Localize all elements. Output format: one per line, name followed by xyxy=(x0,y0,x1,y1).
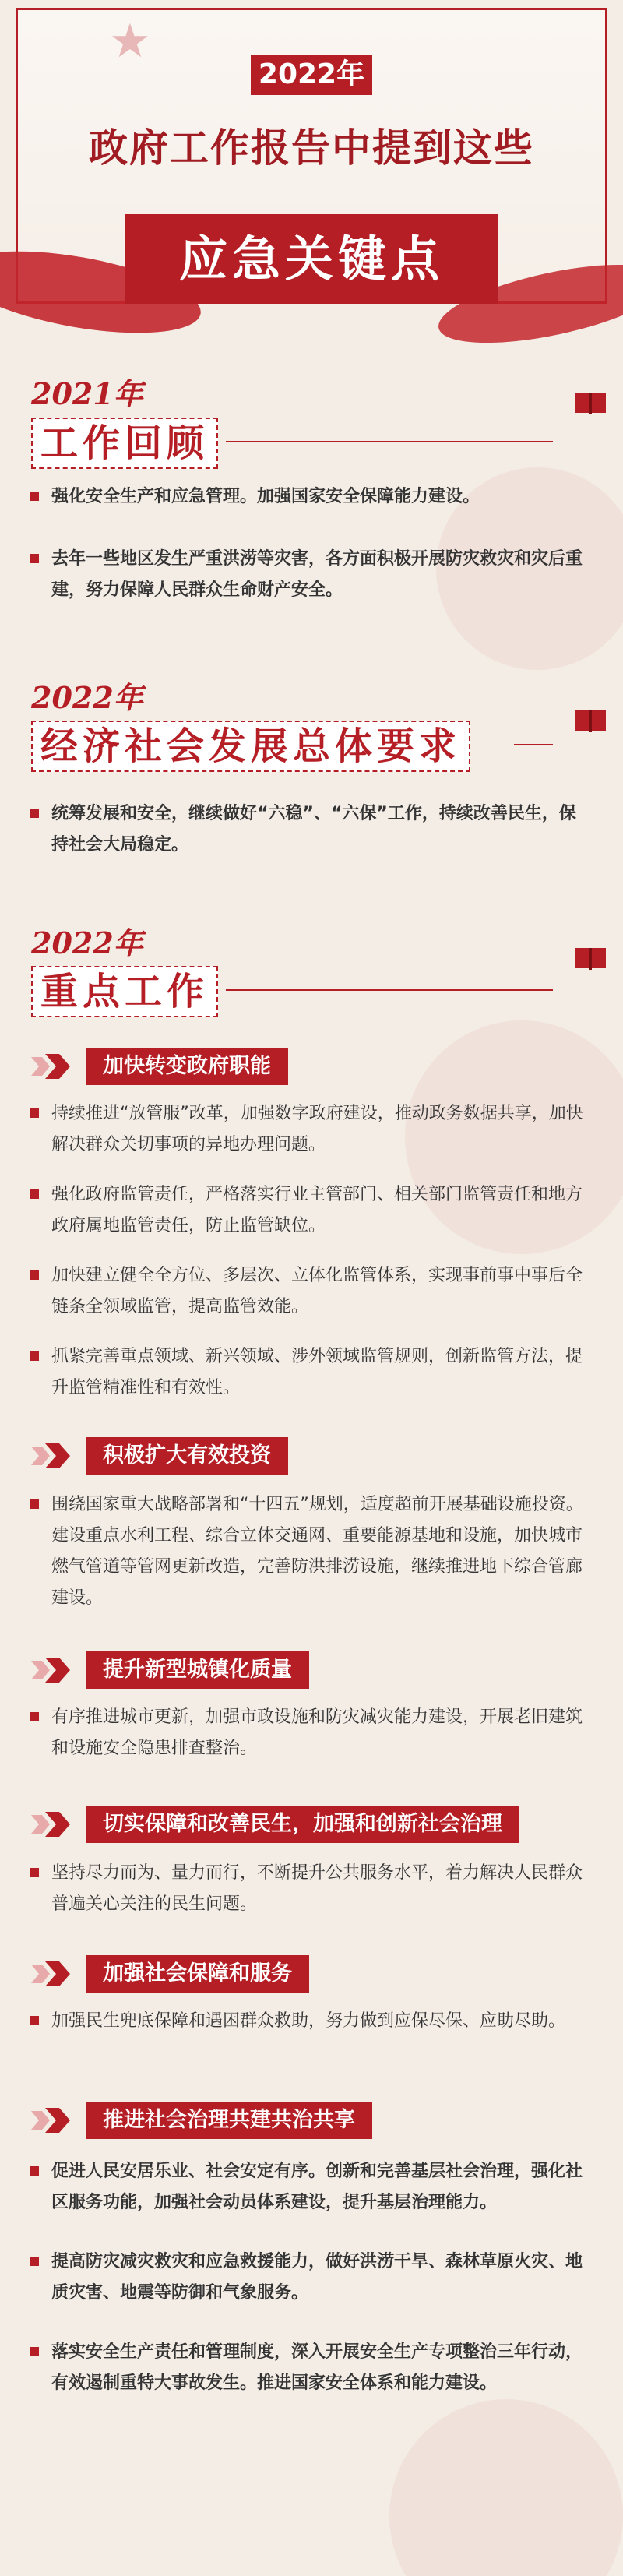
bullet-item: 促进人民安居乐业、社会安定有序。创新和完善基层社会治理，强化社区服务功能，加强社会动员体系建设，提升基层治理能力。 xyxy=(30,2156,592,2218)
bullet-marker xyxy=(30,809,39,818)
bullet-marker xyxy=(30,1351,39,1361)
arrow-icon xyxy=(31,1439,78,1473)
bullet-marker xyxy=(30,2166,39,2176)
book-icon xyxy=(573,945,607,973)
section-year: 2022年 xyxy=(31,925,143,960)
header-title: 政府工作报告中提到这些 xyxy=(89,125,534,171)
bullet-list xyxy=(30,2156,592,2418)
header-key-label: 应急关键点 xyxy=(125,214,498,304)
bullet-list xyxy=(30,2006,592,2056)
bullet-marker xyxy=(30,1108,39,1118)
subsection-label: 提升新型城镇化质量 xyxy=(86,1651,309,1689)
bullet-item: 抓紧完善重点领域、新兴领域、涉外领域监管规则，创新监管方法，提升监管精准性和有效性。 xyxy=(30,1341,592,1404)
subsection-label: 切实保障和改善民生，加强和创新社会治理 xyxy=(86,1806,519,1843)
book-icon xyxy=(573,389,607,418)
bullet-item: 坚持尽力而为、量力而行，不断提升公共服务水平，着力解决人民群众普遍关心关注的民生问题。 xyxy=(30,1858,592,1920)
star-icon: ★ xyxy=(109,14,151,69)
header-year-badge: 2022年 xyxy=(251,55,372,95)
bullet-list xyxy=(30,1858,592,1939)
section-divider xyxy=(226,989,553,991)
bullet-item: 围绕国家重大战略部署和“十四五”规划，适度超前开展基础设施投资。建设重点水利工程、综合立体交通网、重要能源基地和设施，加快城市燃气管道等管网更新改造，完善防洪排涝设施，继续推进地下综合管廊建设。 xyxy=(30,1489,592,1614)
section-title: 经济社会发展总体要求 xyxy=(31,721,470,772)
subsection-label: 积极扩大有效投资 xyxy=(86,1437,288,1475)
section-year: 2022年 xyxy=(31,680,143,715)
bullet-list xyxy=(30,1098,592,1422)
section-divider xyxy=(514,744,553,745)
section-year: 2021年 xyxy=(31,376,143,411)
arrow-icon xyxy=(31,1957,78,1991)
subsection-label: 推进社会治理共建共治共享 xyxy=(86,2102,372,2139)
arrow-icon xyxy=(31,2103,78,2137)
bullet-marker xyxy=(30,1712,39,1721)
bullet-list xyxy=(30,481,592,625)
bullet-marker xyxy=(30,554,39,563)
bullet-marker xyxy=(30,2257,39,2266)
bullet-item: 加强民生兜底保障和遇困群众救助，努力做到应保尽保、应助尽助。 xyxy=(30,2006,592,2037)
section-divider xyxy=(226,441,553,442)
bullet-marker xyxy=(30,2347,39,2356)
bullet-item: 有序推进城市更新，加强市政设施和防灾减灾能力建设，开展老旧建筑和设施安全隐患排查整治。 xyxy=(30,1702,592,1764)
bullet-list xyxy=(30,1702,592,1783)
bullet-item: 去年一些地区发生严重洪涝等灾害，各方面积极开展防灾救灾和灾后重建，努力保障人民群众生命财产安全。 xyxy=(30,544,592,606)
subsection-label: 加强社会保障和服务 xyxy=(86,1955,309,1993)
section-title: 重点工作 xyxy=(31,966,218,1017)
bg-decoration-circle xyxy=(389,2399,623,2576)
bullet-item: 统筹发展和安全，继续做好“六稳”、“六保”工作，持续改善民生，保持社会大局稳定。 xyxy=(30,798,592,861)
bullet-marker xyxy=(30,1189,39,1199)
bullet-list xyxy=(30,1489,592,1633)
arrow-icon xyxy=(31,1049,78,1084)
book-icon xyxy=(573,707,607,735)
bullet-item: 加快建立健全全方位、多层次、立体化监管体系，实现事前事中事后全链条全领域监管，提高监管效能。 xyxy=(30,1260,592,1323)
bullet-item: 强化安全生产和应急管理。加强国家安全保障能力建设。 xyxy=(30,481,592,513)
section-title: 工作回顾 xyxy=(31,418,218,469)
bullet-marker xyxy=(30,2016,39,2025)
bullet-list xyxy=(30,798,592,879)
bullet-item: 提高防灾减灾救灾和应急救援能力，做好洪涝干旱、森林草原火灾、地质灾害、地震等防御和气象服务。 xyxy=(30,2247,592,2309)
bullet-item: 持续推进“放管服”改革，加强数字政府建设，推动政务数据共享，加快解决群众关切事项的异地办理问题。 xyxy=(30,1098,592,1161)
header-banner xyxy=(0,0,623,366)
bullet-marker xyxy=(30,1868,39,1877)
bullet-item: 强化政府监管责任，严格落实行业主管部门、相关部门监管责任和地方政府属地监管责任，防止监管缺位。 xyxy=(30,1179,592,1242)
bullet-marker xyxy=(30,1270,39,1280)
arrow-icon xyxy=(31,1807,78,1841)
arrow-icon xyxy=(31,1653,78,1687)
bullet-item: 落实安全生产责任和管理制度，深入开展安全生产专项整治三年行动，有效遏制重特大事故发生。推进国家安全体系和能力建设。 xyxy=(30,2337,592,2399)
bullet-marker xyxy=(30,492,39,501)
subsection-label: 加快转变政府职能 xyxy=(86,1048,288,1085)
bullet-marker xyxy=(30,1499,39,1509)
